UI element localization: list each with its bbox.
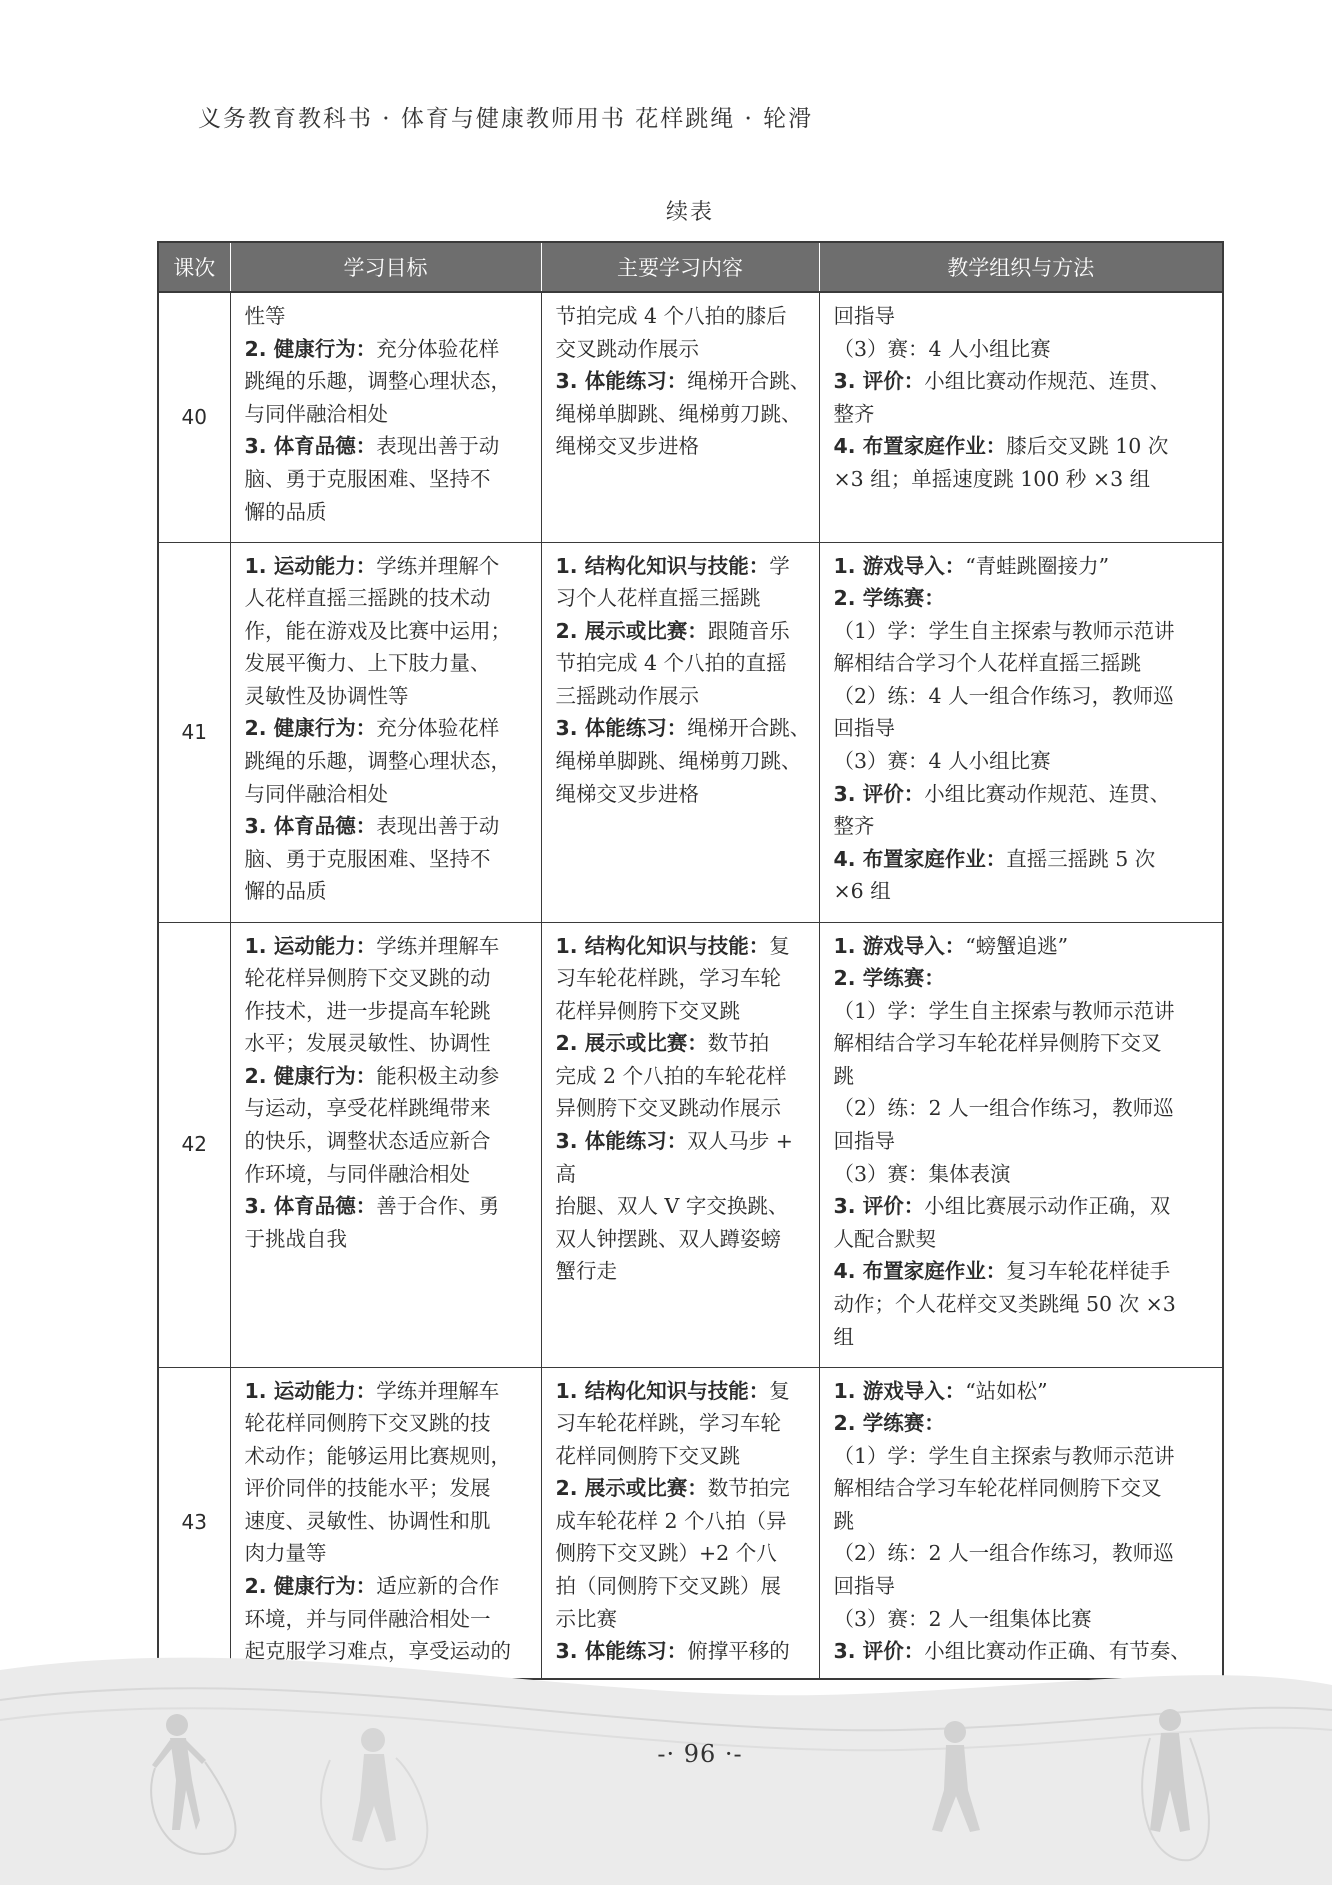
cell-line — [834, 1570, 1215, 1603]
table-row — [158, 1367, 1223, 1679]
cell-text: 动作；个人花样交叉类跳绳 50 次 ×3 — [833, 1292, 1176, 1317]
table-caption: 续表 — [665, 200, 714, 225]
cell-line — [834, 778, 1215, 811]
bold-label: 1. 结构化知识与技能： — [555, 1378, 770, 1403]
bold-label: 3. 评价： — [833, 781, 925, 806]
cell-line — [834, 333, 1215, 366]
cell-text: 与同伴融洽相处 — [244, 401, 388, 426]
bold-label: 2. 学练赛： — [833, 1411, 945, 1436]
cell-line — [245, 647, 533, 680]
cell-line — [834, 1027, 1215, 1060]
cell-text: 回指导 — [833, 716, 895, 741]
cell-text: “螃蟹追逃” — [965, 933, 1069, 958]
cell-line — [556, 398, 811, 431]
cell-line — [834, 1092, 1215, 1125]
cell-text: 懈的品质 — [244, 879, 327, 904]
footer-wave-band — [0, 1658, 1332, 1885]
cell-line — [834, 875, 1215, 908]
cell-text: 环境，并与同伴融洽相处一 — [244, 1606, 491, 1631]
cell-text: 轮花样同侧胯下交叉跳的技 — [244, 1411, 491, 1436]
cell-text: 的快乐，调整状态适应新合 — [244, 1129, 491, 1154]
goals-cell — [230, 922, 541, 1367]
cell-text: （2）练：4 人一组合作练习，教师巡 — [833, 683, 1174, 708]
cell-text: “青蛙跳圈接力” — [965, 553, 1110, 578]
cell-text: 回指导 — [833, 1574, 895, 1599]
cell-line — [556, 1570, 811, 1603]
cell-line — [245, 1125, 533, 1158]
cell-line — [556, 615, 811, 648]
cell-text: 花样同侧胯下交叉跳 — [555, 1443, 740, 1468]
cell-text: 懈的品质 — [244, 499, 327, 524]
cell-text: 学 — [769, 553, 790, 578]
cell-text: 解相结合学习个人花样直摇三摇跳 — [833, 651, 1141, 676]
cell-line — [556, 930, 811, 963]
cell-text: 小组比赛动作规范、连贯、 — [924, 369, 1171, 394]
bold-label: 2. 健康行为： — [244, 1063, 377, 1088]
cell-line — [245, 463, 533, 496]
content-cell — [541, 1367, 819, 1679]
goals-cell — [230, 1367, 541, 1679]
cell-line — [556, 1472, 811, 1505]
content-cell — [541, 922, 819, 1367]
cell-text: 人花样直摇三摇跳的技术动 — [244, 586, 491, 611]
cell-line — [834, 300, 1215, 333]
cell-text: 数节拍 — [707, 1031, 770, 1056]
cell-line — [556, 1223, 811, 1256]
cell-text: ×3 组；单摇速度跳 100 秒 ×3 组 — [833, 466, 1151, 491]
bold-label: 1. 游戏导入： — [833, 933, 966, 958]
cell-line — [245, 1570, 533, 1603]
cell-line — [556, 1440, 811, 1473]
cell-text: （3）赛：集体表演 — [833, 1161, 1011, 1186]
cell-line — [245, 875, 533, 908]
cell-line — [556, 365, 811, 398]
page-number: -· 96 ·- — [657, 1740, 743, 1768]
cell-text: 绳梯单脚跳、绳梯剪刀跳、 — [555, 749, 802, 774]
bold-label: 3. 体育品德： — [244, 434, 377, 459]
cell-text: 善于合作、勇 — [376, 1194, 500, 1219]
goals-cell — [230, 542, 541, 922]
bold-label: 3. 体能练习： — [555, 369, 688, 394]
bold-label: 1. 游戏导入： — [833, 553, 966, 578]
cell-text: 跳 — [833, 1063, 854, 1088]
cell-text: 轮花样异侧胯下交叉跳的动 — [244, 966, 491, 991]
cell-line — [245, 1060, 533, 1093]
bold-label: 1. 运动能力： — [244, 933, 377, 958]
cell-text: 绳梯开合跳、 — [687, 369, 811, 394]
table-row — [158, 292, 1223, 542]
methods-cell — [819, 292, 1223, 542]
cell-line — [556, 647, 811, 680]
cell-line — [245, 582, 533, 615]
cell-text: 直摇三摇跳 5 次 — [1006, 846, 1156, 871]
cell-line — [245, 745, 533, 778]
cell-text: 异侧胯下交叉跳动作展示 — [555, 1096, 781, 1121]
cell-text: ×6 组 — [833, 879, 891, 904]
cell-text: 抬腿、双人 V 字交换跳、 — [555, 1194, 789, 1219]
cell-line — [245, 1027, 533, 1060]
lesson-number-cell: 42 — [158, 922, 230, 1367]
methods-cell — [819, 1367, 1223, 1679]
cell-text: 膝后交叉跳 10 次 — [1006, 434, 1169, 459]
cell-line — [834, 810, 1215, 843]
cell-text: 侧胯下交叉跳）+2 个八 — [555, 1541, 777, 1566]
cell-line — [834, 995, 1215, 1028]
bold-label: 2. 健康行为： — [244, 336, 377, 361]
cell-line — [556, 1375, 811, 1408]
cell-text: 学练并理解车 — [376, 933, 500, 958]
cell-text: 三摇跳动作展示 — [555, 683, 699, 708]
cell-text: 跳 — [833, 1508, 854, 1533]
cell-line — [245, 550, 533, 583]
bold-label: 2. 展示或比赛： — [555, 1476, 708, 1501]
content-cell — [541, 292, 819, 542]
bold-label: 1. 运动能力： — [244, 1378, 377, 1403]
content-cell — [541, 542, 819, 922]
bold-label: 1. 结构化知识与技能： — [555, 933, 770, 958]
cell-line — [556, 778, 811, 811]
cell-line — [834, 1505, 1215, 1538]
cell-text: 示比赛 — [555, 1606, 617, 1631]
cell-line — [245, 300, 533, 333]
cell-text: 小组比赛动作规范、连贯、 — [924, 781, 1171, 806]
cell-line — [834, 398, 1215, 431]
cell-text: 节拍完成 4 个八拍的直摇 — [555, 651, 787, 676]
cell-text: 学练并理解车 — [376, 1378, 500, 1403]
cell-text: 跳绳的乐趣，调整心理状态， — [244, 749, 511, 774]
cell-line — [556, 1060, 811, 1093]
cell-text: 性等 — [244, 304, 286, 328]
cell-line — [245, 1375, 533, 1408]
cell-line — [834, 1537, 1215, 1570]
cell-line — [834, 1321, 1215, 1354]
cell-line — [245, 615, 533, 648]
cell-text: “站如松” — [965, 1378, 1048, 1403]
cell-line — [556, 333, 811, 366]
bold-label: 3. 评价： — [833, 369, 925, 394]
cell-text: 发展平衡力、上下肢力量、 — [244, 651, 491, 676]
cell-line — [834, 463, 1215, 496]
cell-text: 脑、勇于克服困难、坚持不 — [244, 466, 491, 491]
cell-text: 能积极主动参 — [376, 1063, 500, 1088]
cell-line — [556, 430, 811, 463]
cell-line — [556, 962, 811, 995]
cell-text: （1）学：学生自主探索与教师示范讲 — [833, 998, 1175, 1023]
column-header-methods: 教学组织与方法 — [819, 242, 1223, 292]
cell-line — [834, 1375, 1215, 1408]
cell-line — [245, 680, 533, 713]
column-header-lesson: 课次 — [158, 242, 230, 292]
bold-label: 2. 学练赛： — [833, 586, 945, 611]
cell-text: 花样异侧胯下交叉跳 — [555, 998, 740, 1023]
bold-label: 1. 运动能力： — [244, 553, 377, 578]
cell-line — [834, 1158, 1215, 1191]
cell-line — [834, 843, 1215, 876]
cell-line — [556, 745, 811, 778]
cell-line — [834, 1060, 1215, 1093]
cell-line — [834, 1440, 1215, 1473]
running-header: 义务教育教科书 · 体育与健康教师用书 花样跳绳 · 轮滑 — [198, 106, 814, 132]
cell-text: 组 — [833, 1324, 854, 1349]
bold-label: 3. 体育品德： — [244, 1194, 377, 1219]
cell-line — [556, 1505, 811, 1538]
cell-text: 双人钟摆跳、双人蹲姿螃 — [555, 1226, 781, 1251]
cell-line — [556, 1407, 811, 1440]
cell-text: 回指导 — [833, 1129, 895, 1154]
cell-line — [245, 962, 533, 995]
cell-text: （3）赛：4 人小组比赛 — [833, 336, 1051, 361]
table-row — [158, 542, 1223, 922]
cell-text: 习车轮花样跳，学习车轮 — [555, 1411, 781, 1436]
cell-text: 整齐 — [833, 401, 875, 426]
cell-text: 复 — [769, 933, 790, 958]
cell-line — [245, 430, 533, 463]
cell-line — [834, 1288, 1215, 1321]
cell-text: 作环境，与同伴融洽相处 — [244, 1161, 470, 1186]
bold-label: 3. 评价： — [833, 1639, 925, 1664]
cell-line — [245, 1092, 533, 1125]
cell-line — [556, 1255, 811, 1288]
cell-text: 学练并理解个 — [376, 553, 500, 578]
cell-text: 表现出善于动 — [376, 434, 500, 459]
cell-text: 于挑战自我 — [244, 1226, 347, 1251]
cell-text: 充分体验花样 — [376, 336, 500, 361]
cell-line — [834, 1255, 1215, 1288]
cell-text: （2）练：2 人一组合作练习，教师巡 — [833, 1541, 1174, 1566]
cell-line — [245, 333, 533, 366]
bold-label: 3. 体能练习： — [555, 716, 688, 741]
cell-line — [834, 1125, 1215, 1158]
cell-text: 跳绳的乐趣，调整心理状态， — [244, 369, 511, 394]
cell-text: 习车轮花样跳，学习车轮 — [555, 966, 781, 991]
cell-line — [834, 1407, 1215, 1440]
cell-line — [245, 1603, 533, 1636]
column-header-content: 主要学习内容 — [541, 242, 819, 292]
cell-text: 绳梯交叉步进格 — [555, 781, 699, 806]
bold-label: 2. 健康行为： — [244, 1574, 377, 1599]
cell-text: 数节拍完 — [707, 1476, 790, 1501]
cell-text: 与同伴融洽相处 — [244, 781, 388, 806]
bold-label: 2. 展示或比赛： — [555, 618, 708, 643]
table-row — [158, 922, 1223, 1367]
cell-line — [834, 1190, 1215, 1223]
cell-text: 适应新的合作 — [376, 1574, 500, 1599]
cell-line — [556, 1603, 811, 1636]
cell-line — [556, 1092, 811, 1125]
cell-text: 跟随音乐 — [707, 618, 790, 643]
column-header-goals: 学习目标 — [230, 242, 541, 292]
cell-text: 作技术，进一步提高车轮跳 — [244, 998, 491, 1023]
bold-label: 3. 评价： — [833, 1194, 925, 1219]
cell-line — [556, 550, 811, 583]
cell-line — [556, 300, 811, 333]
cell-text: 节拍完成 4 个八拍的膝后 — [555, 304, 787, 328]
bold-label: 1. 游戏导入： — [833, 1378, 966, 1403]
cell-line — [834, 680, 1215, 713]
cell-text: 绳梯单脚跳、绳梯剪刀跳、 — [555, 401, 802, 426]
cell-line — [245, 1407, 533, 1440]
cell-text: 成车轮花样 2 个八拍（异 — [555, 1508, 787, 1533]
methods-cell — [819, 922, 1223, 1367]
cell-text: 交叉跳动作展示 — [555, 336, 699, 361]
cell-text: （2）练：2 人一组合作练习，教师巡 — [833, 1096, 1174, 1121]
lesson-number-cell: 41 — [158, 542, 230, 922]
cell-line — [245, 1158, 533, 1191]
cell-line — [245, 778, 533, 811]
table-header-row — [158, 242, 1223, 292]
lesson-number-cell: 40 — [158, 292, 230, 542]
bold-label: 2. 展示或比赛： — [555, 1031, 708, 1056]
cell-text: 解相结合学习车轮花样同侧胯下交叉 — [833, 1476, 1162, 1501]
cell-text: 俯撑平移的 — [687, 1639, 790, 1664]
cell-text: 术动作；能够运用比赛规则， — [244, 1443, 511, 1468]
cell-line — [556, 680, 811, 713]
goals-cell — [230, 292, 541, 542]
cell-line — [834, 962, 1215, 995]
cell-line — [245, 995, 533, 1028]
cell-text: 水平；发展灵敏性、协调性 — [244, 1031, 491, 1056]
cell-line — [556, 712, 811, 745]
cell-line — [245, 712, 533, 745]
cell-line — [245, 1440, 533, 1473]
bold-label: 4. 布置家庭作业： — [833, 846, 1007, 871]
cell-text: 解相结合学习车轮花样异侧胯下交叉 — [833, 1031, 1162, 1056]
cell-text: 习个人花样直摇三摇跳 — [555, 586, 761, 611]
cell-text: 复 — [769, 1378, 790, 1403]
cell-text: 拍（同侧胯下交叉跳）展 — [555, 1574, 781, 1599]
cell-text: 充分体验花样 — [376, 716, 500, 741]
cell-text: 表现出善于动 — [376, 814, 500, 839]
cell-text: 复习车轮花样徒手 — [1006, 1259, 1171, 1284]
cell-line — [245, 930, 533, 963]
cell-line — [556, 1027, 811, 1060]
cell-text: 肉力量等 — [244, 1541, 327, 1566]
cell-text: （3）赛：2 人一组集体比赛 — [833, 1606, 1092, 1631]
cell-text: 灵敏性及协调性等 — [244, 683, 409, 708]
cell-line — [556, 1125, 811, 1190]
cell-text: 脑、勇于克服困难、坚持不 — [244, 846, 491, 871]
bold-label: 3. 体能练习： — [555, 1129, 688, 1154]
lesson-plan-table — [157, 241, 1224, 1680]
cell-text: （3）赛：4 人小组比赛 — [833, 749, 1051, 774]
cell-line — [556, 1190, 811, 1223]
cell-line — [245, 1505, 533, 1538]
cell-line — [556, 1537, 811, 1570]
bold-label: 2. 学练赛： — [833, 966, 945, 991]
cell-line — [834, 1223, 1215, 1256]
cell-line — [834, 430, 1215, 463]
bold-label: 3. 体能练习： — [555, 1639, 688, 1664]
bold-label: 3. 体育品德： — [244, 814, 377, 839]
cell-line — [245, 810, 533, 843]
cell-line — [834, 712, 1215, 745]
cell-line — [834, 647, 1215, 680]
cell-line — [834, 745, 1215, 778]
cell-text: 与运动，享受花样跳绳带来 — [244, 1096, 491, 1121]
bold-label: 1. 结构化知识与技能： — [555, 553, 770, 578]
bold-label: 4. 布置家庭作业： — [833, 434, 1007, 459]
cell-line — [245, 365, 533, 398]
cell-text: 小组比赛动作正确、有节奏、 — [924, 1639, 1191, 1664]
lesson-number-cell: 43 — [158, 1367, 230, 1679]
cell-text: 作，能在游戏及比赛中运用； — [244, 618, 511, 643]
cell-line — [245, 1223, 533, 1256]
cell-text: 人配合默契 — [833, 1226, 936, 1251]
cell-text: 蟹行走 — [555, 1259, 617, 1284]
cell-line — [245, 1472, 533, 1505]
cell-line — [834, 615, 1215, 648]
bold-label: 2. 健康行为： — [244, 716, 377, 741]
cell-line — [245, 496, 533, 529]
cell-text: 起克服学习难点，享受运动的 — [244, 1639, 511, 1664]
cell-text: 回指导 — [833, 304, 895, 328]
cell-line — [834, 365, 1215, 398]
cell-text: 双人马步 + 高 — [555, 1129, 793, 1186]
cell-line — [245, 1190, 533, 1223]
methods-cell — [819, 542, 1223, 922]
cell-text: 绳梯开合跳、 — [687, 716, 811, 741]
cell-line — [245, 398, 533, 431]
cell-text: 整齐 — [833, 814, 875, 839]
cell-text: 速度、灵敏性、协调性和肌 — [244, 1508, 491, 1533]
cell-text: 小组比赛展示动作正确，双 — [924, 1194, 1171, 1219]
cell-line — [245, 843, 533, 876]
cell-line — [245, 1537, 533, 1570]
cell-text: 评价同伴的技能水平；发展 — [244, 1476, 491, 1501]
cell-text: 完成 2 个八拍的车轮花样 — [555, 1063, 787, 1088]
cell-line — [556, 582, 811, 615]
cell-line — [834, 582, 1215, 615]
cell-text: （1）学：学生自主探索与教师示范讲 — [833, 1443, 1175, 1468]
cell-line — [834, 1472, 1215, 1505]
bold-label: 4. 布置家庭作业： — [833, 1259, 1007, 1284]
cell-line — [834, 1603, 1215, 1636]
cell-text: 绳梯交叉步进格 — [555, 434, 699, 459]
cell-line — [556, 995, 811, 1028]
cell-line — [834, 550, 1215, 583]
cell-text: （1）学：学生自主探索与教师示范讲 — [833, 618, 1175, 643]
cell-line — [834, 930, 1215, 963]
